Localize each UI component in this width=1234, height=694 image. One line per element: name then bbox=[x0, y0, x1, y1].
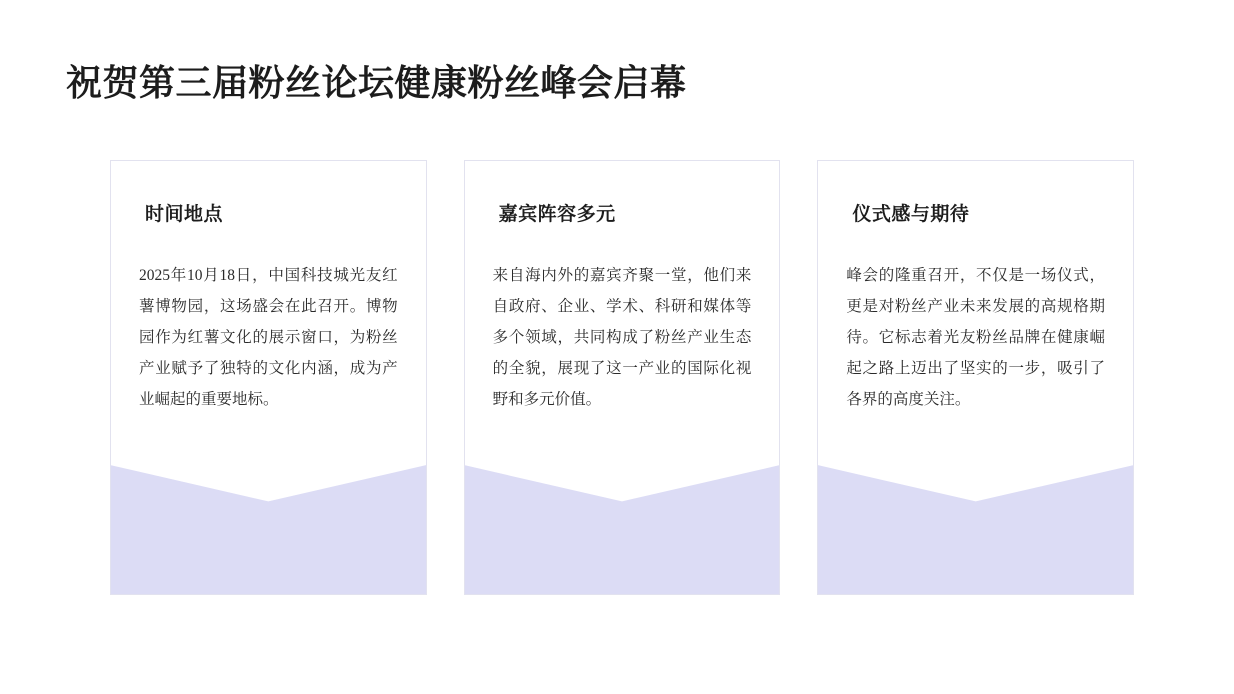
info-card-3-content bbox=[818, 161, 1133, 415]
info-card-2 bbox=[464, 160, 781, 595]
chevron-decoration-icon bbox=[817, 465, 1134, 595]
info-card-1 bbox=[110, 160, 427, 595]
info-card-2-content bbox=[465, 161, 780, 415]
chevron-decoration-icon bbox=[110, 465, 427, 595]
chevron-decoration-icon bbox=[464, 465, 781, 595]
card-group bbox=[110, 160, 1134, 595]
info-card-3-body: 峰会的隆重召开，不仅是一场仪式，更是对粉丝产业未来发展的高规格期待。它标志着光友粉丝品牌在健康崛起之路上迈出了坚实的一步，吸引了各界的高度关注。 bbox=[846, 267, 1106, 408]
info-card-1-title: 时间地点 bbox=[145, 204, 224, 225]
info-card-1-body: 2025年10月18日，中国科技城光友红薯博物园，这场盛会在此召开。博物园作为红薯文化的展示窗口，为粉丝产业赋予了独特的文化内涵，成为产业崛起的重要地标。 bbox=[139, 267, 398, 408]
info-card-3 bbox=[817, 160, 1134, 595]
info-card-2-title: 嘉宾阵容多元 bbox=[498, 204, 616, 225]
info-card-3-title: 仪式感与期待 bbox=[852, 204, 970, 225]
info-card-2-body: 来自海内外的嘉宾齐聚一堂，他们来自政府、企业、学术、科研和媒体等多个领域，共同构成了粉丝产业生态的全貌，展现了这一产业的国际化视野和多元价值。 bbox=[492, 267, 752, 408]
info-card-1-content bbox=[111, 161, 426, 415]
page-title: 祝贺第三届粉丝论坛健康粉丝峰会启幕 bbox=[66, 63, 687, 103]
